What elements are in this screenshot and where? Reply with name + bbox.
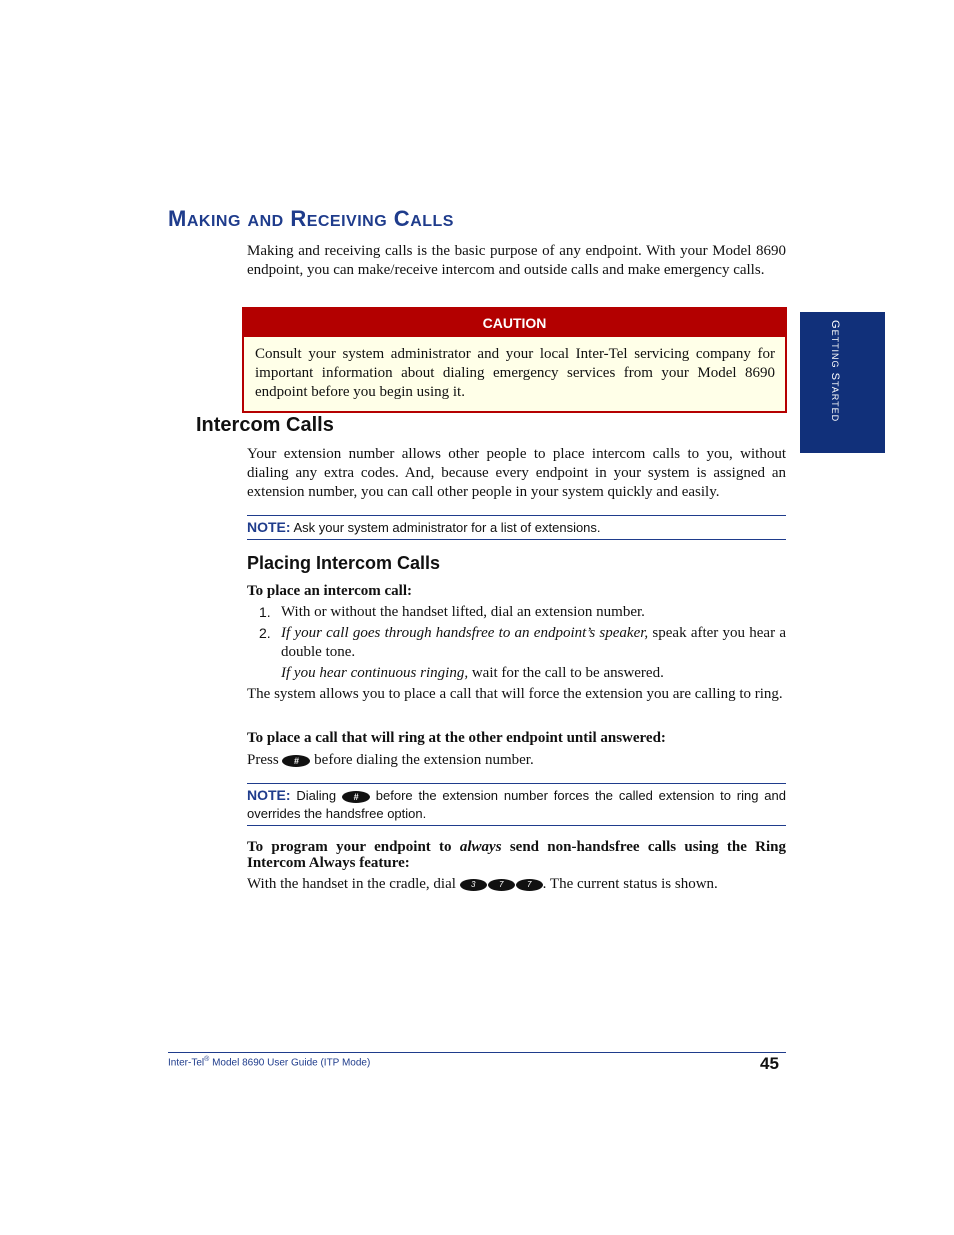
caution-box: [242, 307, 787, 413]
hash-key-icon: #: [342, 791, 370, 803]
step-2-text: If your call goes through handsfree to an endpoint’s speaker, speak after you hear a double tone.: [281, 625, 786, 660]
note-text: Ask your system administrator for a list of extensions.: [293, 520, 601, 535]
key-7-icon: 7: [516, 879, 543, 891]
chapter-side-tab: [800, 312, 885, 453]
note-extensions: [247, 515, 786, 540]
footer-divider: [168, 1052, 786, 1053]
step-2-continuous-ringing: If you hear continuous ringing, wait for the call to be answered.: [281, 665, 664, 681]
chapter-side-tab-label: GETTING STARTED: [829, 320, 841, 423]
key-3-icon: 3: [460, 879, 487, 891]
intercom-calls-heading: Intercom Calls: [196, 414, 334, 436]
note-label: NOTE:: [247, 519, 291, 535]
press-hash-instruction: Press # before dialing the extension number.: [247, 752, 534, 768]
step-1-number: 1.: [259, 604, 271, 620]
section-title: MAKING AND RECEIVING CALLS: [168, 206, 454, 231]
footer-guide-title: Inter-Tel® Model 8690 User Guide (ITP Mode): [168, 1056, 371, 1069]
caution-label: CAUTION: [244, 309, 785, 337]
intercom-calls-paragraph: Your extension number allows other people to place intercom calls to you, without dialing any extra codes. And, because every endpoint in your system is assigned an extension number, you can call other people in your system quickly and easily.: [247, 446, 786, 500]
step-2-number: 2.: [259, 625, 271, 641]
page-number: 45: [760, 1054, 779, 1073]
intro-paragraph: Making and receiving calls is the basic purpose of any endpoint. With your Model 8690 endpoint, you can make/receive intercom and outside calls and make emergency calls.: [247, 243, 786, 278]
procedure-lead: To place an intercom call:: [247, 583, 412, 599]
force-ring-lead: To place a call that will ring at the other endpoint until answered:: [247, 730, 666, 746]
caution-text: Consult your system administrator and your local Inter-Tel servicing company for important information about dialing emergency services from your Model 8690 endpoint before you begin using it.: [255, 346, 775, 400]
ring-always-lead: To program your endpoint to always send non-handsfree calls using the Ring Intercom Always feature:: [247, 839, 787, 871]
placing-intercom-calls-heading: Placing Intercom Calls: [247, 553, 441, 573]
key-7-icon: 7: [488, 879, 515, 891]
step-1-text: With or without the handset lifted, dial an extension number.: [281, 604, 645, 620]
note-dialing-hash: NOTE: Dialing # before the extension number forces the called extension to ring and overrides the handsfree option.: [247, 783, 786, 826]
note-label: NOTE:: [247, 787, 291, 803]
ring-always-instruction: With the handset in the cradle, dial 3 7 7 . The current status is shown.: [247, 876, 718, 892]
hash-key-icon: #: [282, 755, 310, 767]
force-ring-paragraph: The system allows you to place a call that will force the extension you are calling to ring.: [247, 686, 783, 702]
